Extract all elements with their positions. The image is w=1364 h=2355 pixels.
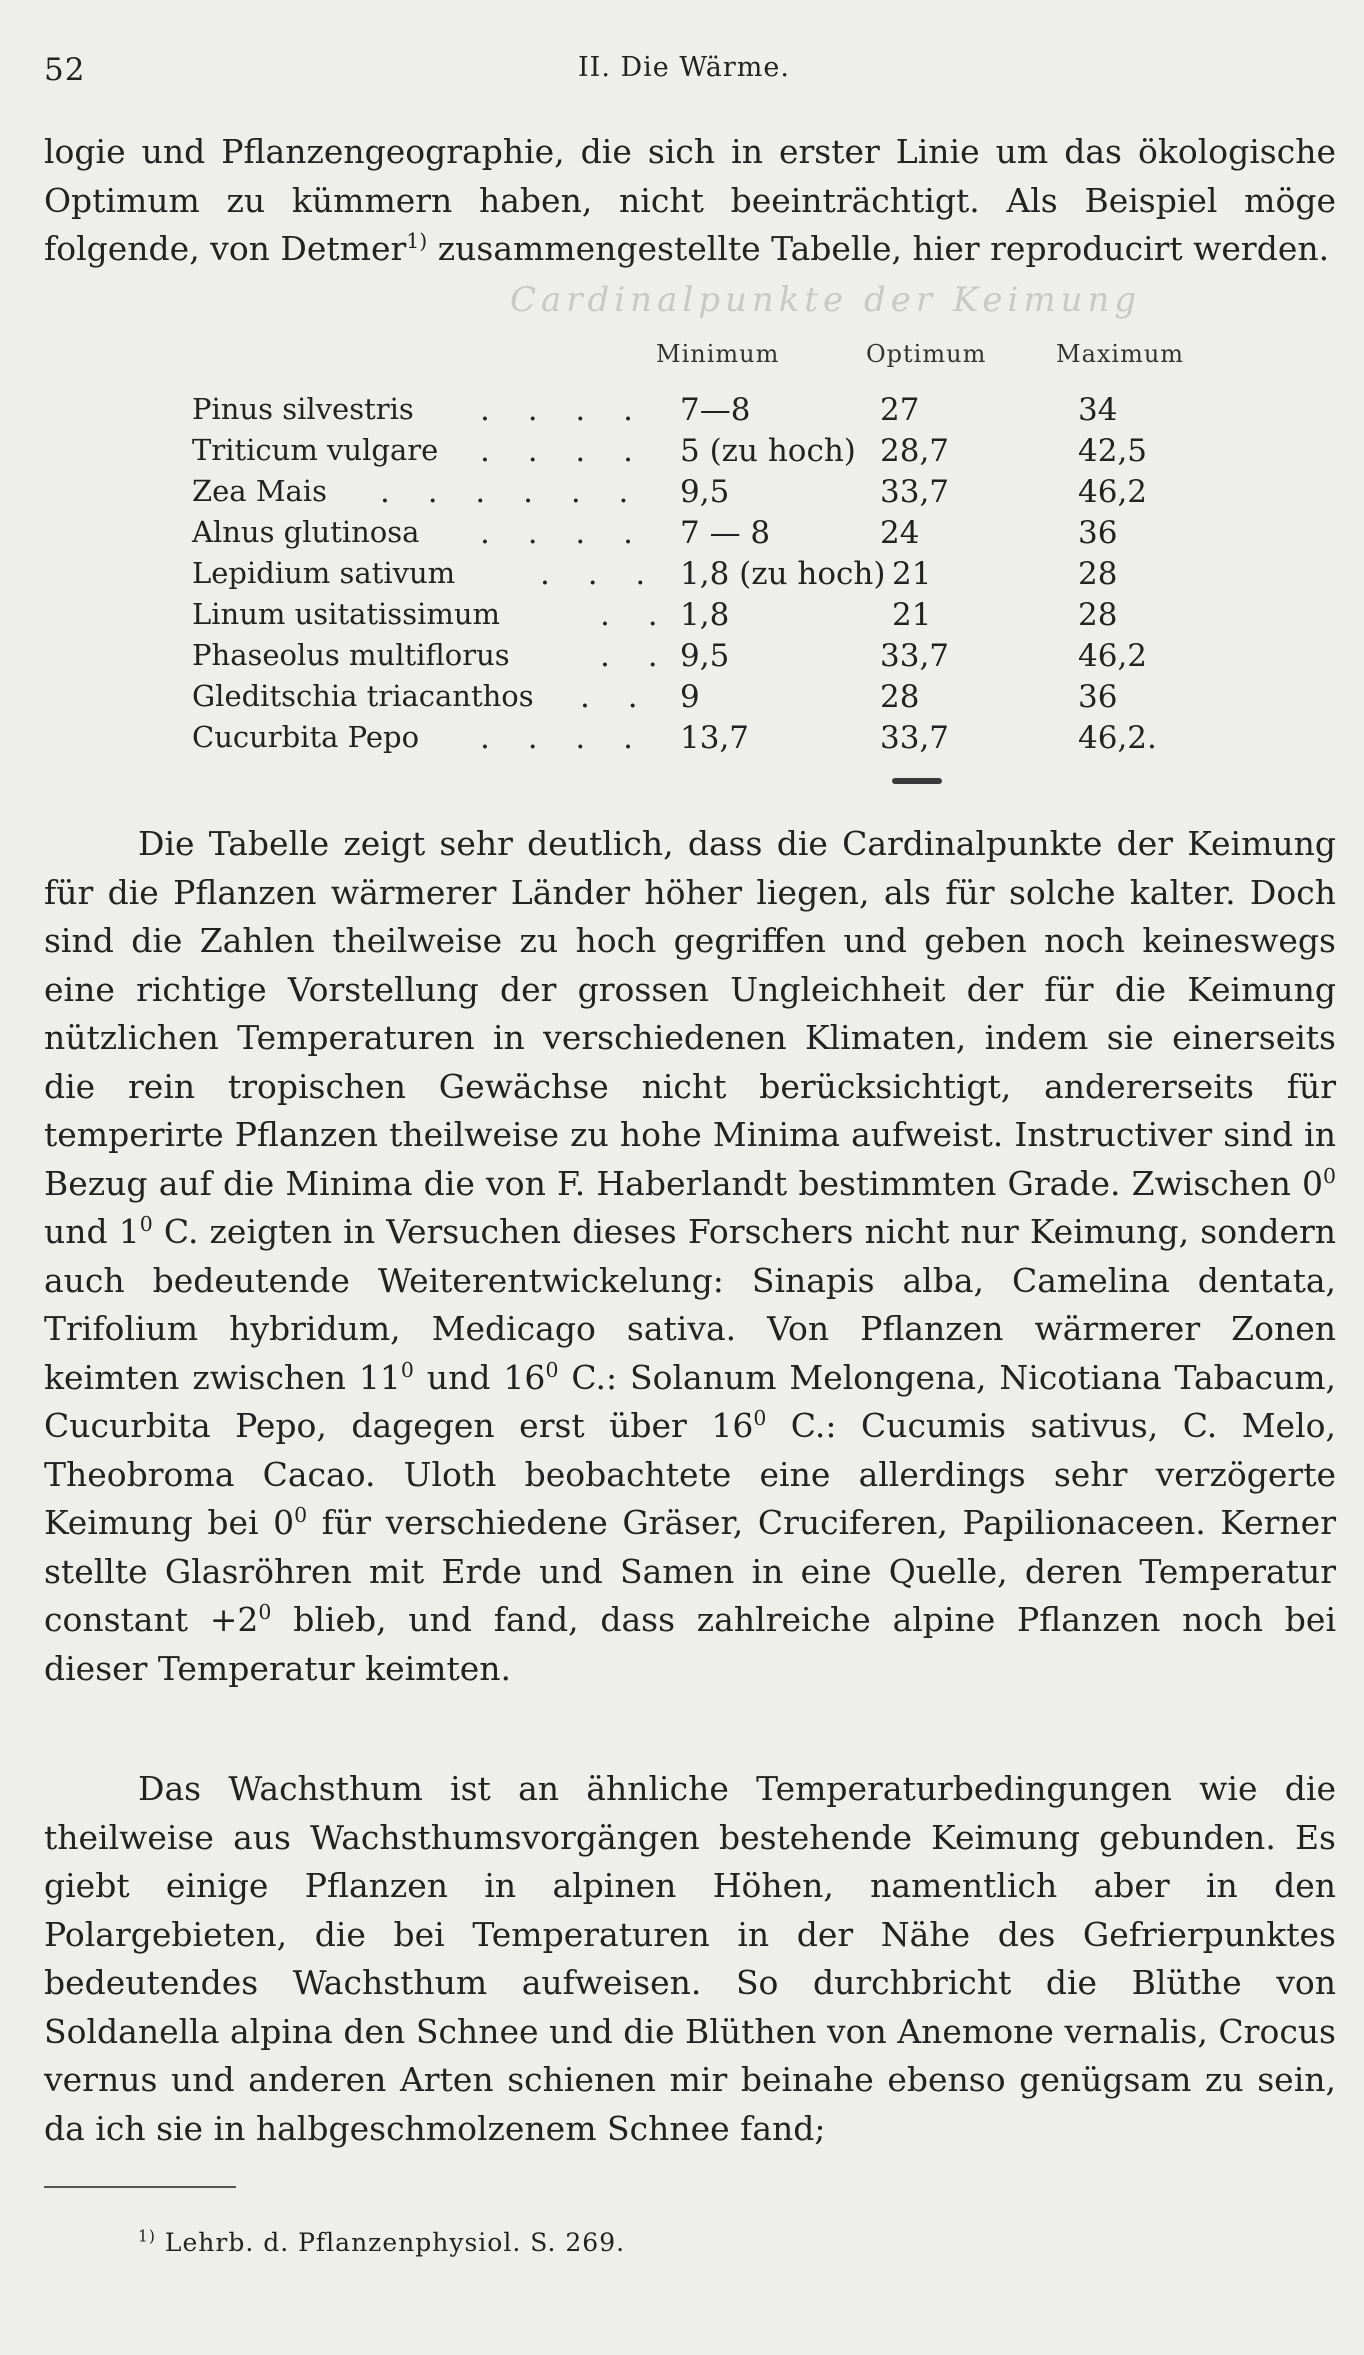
footnote-reference[interactable]: 1)	[406, 229, 428, 253]
optimum-value: 24	[880, 515, 920, 551]
table-row	[0, 515, 1364, 555]
plant-name: Linum usitatissimum	[192, 597, 501, 631]
degree-sign: 0	[258, 1600, 272, 1624]
paragraph-text: C. zeigten in Versuchen dieses Forschers nicht nur Keimung, sondern auch bedeutende Weiterentwickelung: Sinapis alba, Camelina dentata, Trifolium hybridum, Medicago sativa. Von Pflanzen wärmerer Zonen keimten zwischen 11	[44, 1212, 1337, 1397]
plant-name: Phaseolus multiflorus	[192, 638, 510, 672]
minimum-value: 13,7	[680, 720, 750, 756]
leader-dots: . . . . . .	[380, 474, 643, 510]
table-row	[0, 433, 1364, 473]
table-row	[0, 638, 1364, 678]
running-title: II. Die Wärme.	[578, 52, 790, 83]
minimum-value: 5 (zu hoch)	[680, 433, 856, 469]
leader-dots: . .	[600, 597, 672, 633]
paragraph-text: für verschiedene Gräser, Cruciferen, Papilionaceen. Kerner stellte Glasröhren mit Erde und Samen in eine Quelle, deren Temperatur constant +2	[44, 1503, 1336, 1639]
leader-dots: . . . .	[480, 433, 647, 469]
leader-dots: . . . .	[480, 720, 647, 756]
optimum-value: 33,7	[880, 720, 950, 756]
column-header-maximum: Maximum	[1056, 340, 1185, 368]
plant-name: Gleditschia triacanthos	[192, 679, 534, 713]
handwritten-annotation: Cardinalpunkte der Keimung	[510, 280, 1142, 320]
leader-dots: . .	[580, 679, 652, 715]
minimum-value: 9	[680, 679, 700, 715]
leader-dots: . . . .	[480, 515, 647, 551]
maximum-value: 46,2	[1078, 474, 1148, 510]
intro-paragraph	[44, 128, 1336, 274]
paragraph-text: C.: Cucumis sativus, C. Melo, Theobroma Cacao. Uloth beobachtete eine allerdings sehr verzögerte Keimung bei 0	[44, 1406, 1336, 1542]
paragraph-growth: Das Wachsthum ist an ähnliche Temperaturbedingungen wie die theilweise aus Wachsthumsvorgängen bestehende Keimung gebunden. Es giebt einige Pflanzen in alpinen Höhen, namentlich aber in den Polargebieten, die bei Temperaturen in der Nähe des Gefrierpunktes bedeutendes Wachsthum aufweisen. So durchbricht die Blüthe von Soldanella alpina den Schnee und die Blüthen von Anemone vernalis, Crocus vernus und anderen Arten schienen mir beinahe ebenso genügsam zu sein, da ich sie in halbgeschmolzenem Schnee fand;	[44, 1769, 1336, 2148]
degree-sign: 0	[753, 1406, 767, 1430]
leader-dots: . . . .	[480, 392, 647, 428]
table-row	[0, 720, 1364, 760]
column-header-minimum: Minimum	[656, 340, 780, 368]
optimum-value: 33,7	[880, 638, 950, 674]
column-header-optimum: Optimum	[866, 340, 987, 368]
paragraph-text: und 1	[44, 1212, 140, 1251]
table-row	[0, 597, 1364, 637]
optimum-value: 28	[880, 679, 920, 715]
plant-name: Cucurbita Pepo	[192, 720, 420, 754]
minimum-value: 1,8 (zu hoch)	[680, 556, 886, 592]
plant-name: Zea Mais	[192, 474, 327, 508]
maximum-value: 46,2.	[1078, 720, 1157, 756]
maximum-value: 34	[1078, 392, 1118, 428]
minimum-value: 7 — 8	[680, 515, 771, 551]
degree-sign: 0	[139, 1212, 153, 1236]
footnote	[138, 2228, 625, 2257]
footnote-divider	[44, 2186, 236, 2188]
plant-name: Lepidium sativum	[192, 556, 456, 590]
maximum-value: 28	[1078, 556, 1118, 592]
minimum-value: 7—8	[680, 392, 751, 428]
minimum-value: 9,5	[680, 638, 730, 674]
leader-dots: . . .	[540, 556, 660, 592]
paragraph-text: C.: Solanum Melongena, Nicotiana Tabacum, Cucurbita Pepo, dagegen erst über 16	[44, 1357, 1336, 1445]
intro-text-continued: zusammengestellte Tabelle, hier reproducirt werden.	[427, 229, 1330, 268]
maximum-value: 36	[1078, 515, 1118, 551]
degree-sign: 0	[545, 1357, 559, 1382]
minimum-value: 1,8	[680, 597, 730, 633]
paragraph-text: blieb, und fand, dass zahlreiche alpine Pflanzen noch bei dieser Temperatur keimten.	[44, 1600, 1336, 1688]
footnote-text: Lehrb. d. Pflanzenphysiol. S. 269.	[155, 2228, 626, 2257]
table-row	[0, 679, 1364, 719]
degree-sign: 0	[400, 1357, 414, 1382]
optimum-value: 21	[892, 556, 932, 592]
table-row	[0, 392, 1364, 432]
table-row	[0, 556, 1364, 596]
maximum-value: 28	[1078, 597, 1118, 633]
page-number: 52	[44, 52, 86, 88]
optimum-value: 27	[880, 392, 920, 428]
paragraph-cardinal-points	[44, 820, 1336, 1693]
table-row	[0, 474, 1364, 514]
optimum-value: 33,7	[880, 474, 950, 510]
minimum-value: 9,5	[680, 474, 730, 510]
maximum-value: 36	[1078, 679, 1118, 715]
maximum-value: 42,5	[1078, 433, 1148, 469]
plant-name: Triticum vulgare	[192, 433, 439, 467]
footnote-marker: 1)	[138, 2227, 156, 2246]
intro-text: logie und Pflanzengeographie, die sich in erster Linie um das ökologische Optimum zu kümmern haben, nicht beeinträchtigt. Als Beispiel möge folgende, von Detmer	[44, 132, 1336, 268]
leader-dots: . .	[600, 638, 672, 674]
pencil-underline-mark	[892, 778, 942, 784]
paragraph-text: Die Tabelle zeigt sehr deutlich, dass die Cardinalpunkte der Keimung für die Pflanzen wärmerer Länder höher liegen, als für solche kalter. Doch sind die Zahlen theilweise zu hoch gegriffen und geben noch keineswegs eine richtige Vorstellung der grossen Ungleichheit der für die Keimung nützlichen Temperaturen in verschiedenen Klimaten, indem sie einerseits die rein tropischen Gewächse nicht berücksichtigt, andererseits für temperirte Pflanzen theilweise zu hohe Minima aufweist. Instructiver sind in Bezug auf die Minima die von F. Haberlandt bestimmten Grade. Zwischen 0	[44, 824, 1336, 1203]
optimum-value: 21	[892, 597, 932, 633]
degree-sign: 0	[294, 1503, 308, 1527]
plant-name: Pinus silvestris	[192, 392, 414, 426]
maximum-value: 46,2	[1078, 638, 1148, 674]
plant-name: Alnus glutinosa	[192, 515, 420, 549]
paragraph-text: und 16	[413, 1357, 546, 1397]
degree-sign: 0	[1322, 1163, 1336, 1188]
optimum-value: 28,7	[880, 433, 950, 469]
